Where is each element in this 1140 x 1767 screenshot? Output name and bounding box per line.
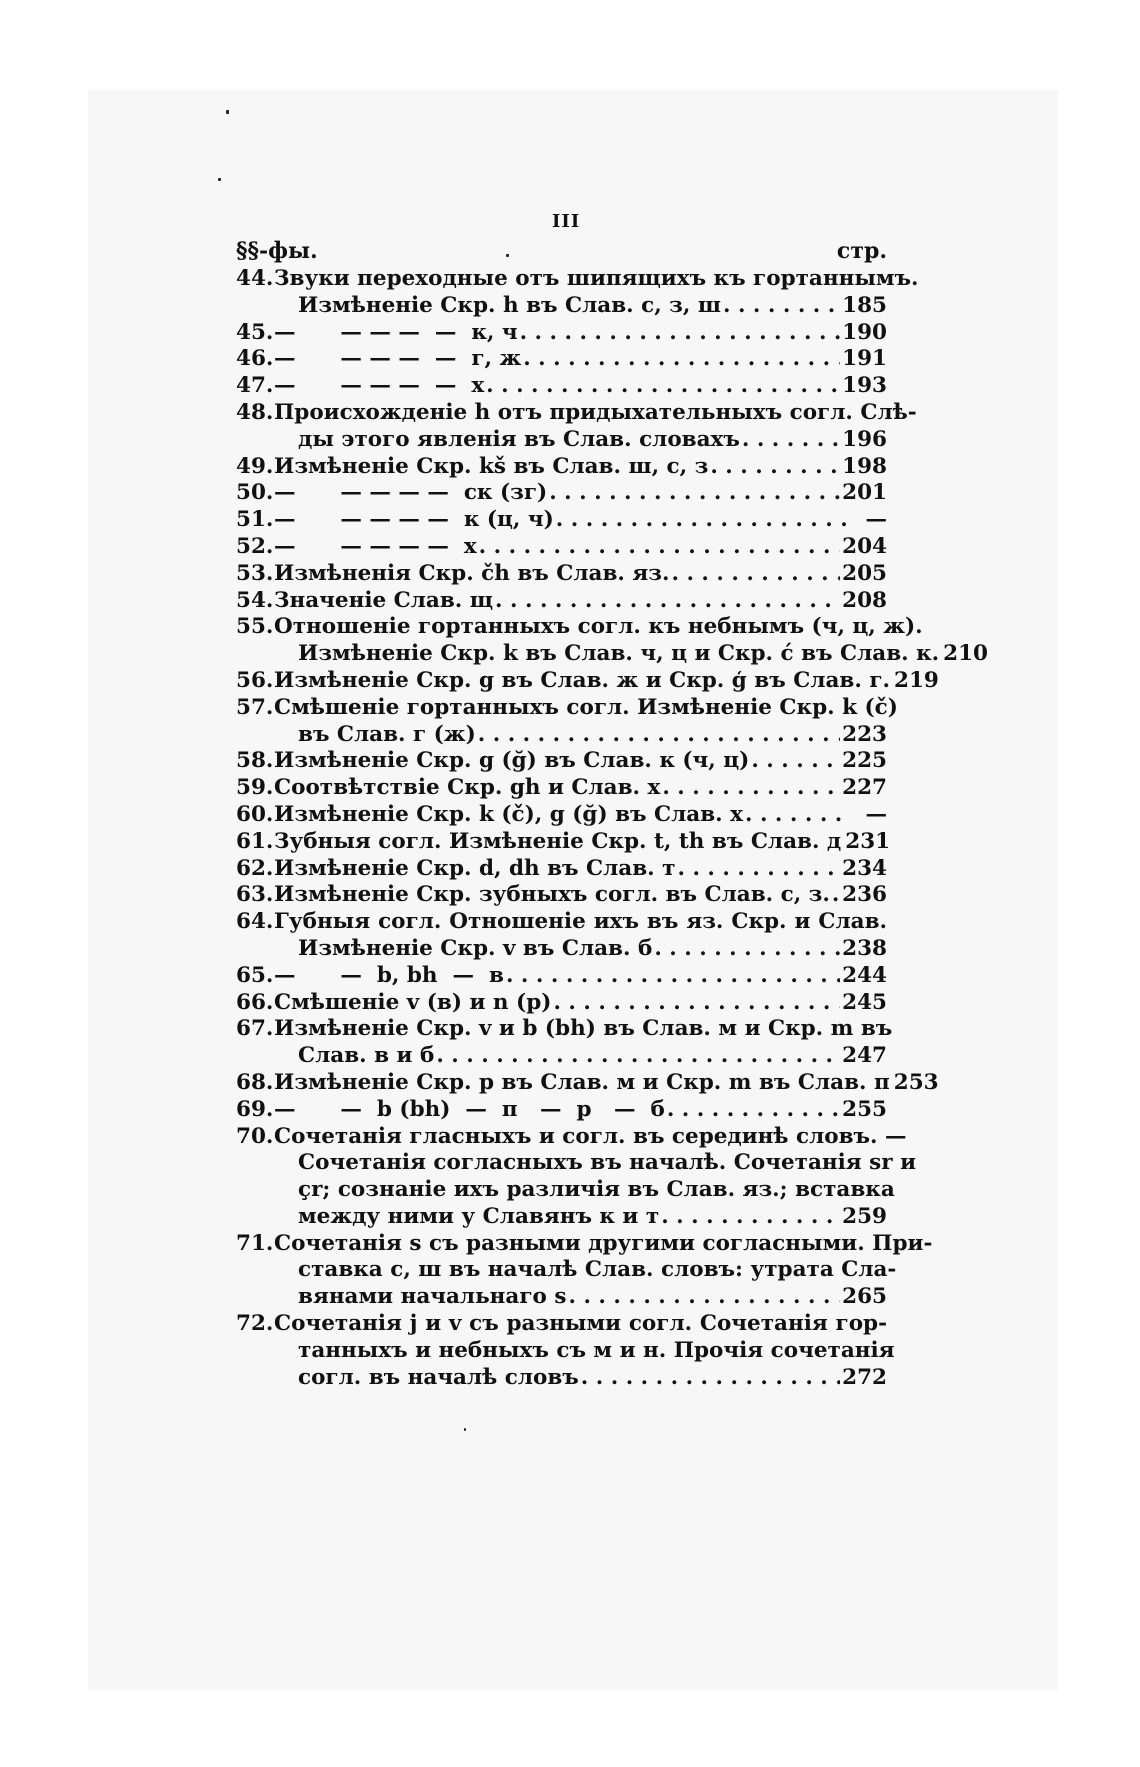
toc-entry-lines [274, 346, 887, 373]
toc-entry-number: 69. [236, 1096, 274, 1122]
toc-entry [236, 1230, 933, 1311]
toc-entry [236, 694, 898, 749]
toc-entry [236, 748, 887, 775]
toc-entry-line [274, 936, 887, 963]
toc-entry-title: Смѣшеніе v (в) и n (р) [274, 989, 552, 1015]
toc-entry-lines [274, 990, 887, 1017]
toc-entry-line [274, 1069, 939, 1097]
dot-leader [581, 1365, 840, 1392]
toc-entry-title: Измѣненіе Скр. v и b (bh) въ Слав. м и Скр. m въ [274, 1016, 893, 1042]
toc-entry [236, 963, 887, 990]
toc-entry-title: Измѣненіе Скр. p въ Слав. м и Скр. m въ Слав. п [274, 1069, 890, 1095]
toc-entry-title: Зубныя согл. Измѣненіе Скр. t, th въ Слав. д [274, 828, 842, 854]
toc-entry-title: Отношеніе гортанныхъ согл. къ небнымъ (ч, ц, ж). [274, 614, 923, 640]
toc-page-number: 204 [842, 533, 887, 559]
toc-entry-line [274, 346, 887, 373]
toc-entry-lines [274, 1016, 893, 1070]
toc-page-number: — [865, 801, 887, 827]
dot-leader [549, 480, 840, 507]
toc-entry-number: 63. [236, 882, 274, 908]
toc-page-number: 247 [842, 1043, 887, 1069]
dot-leader [677, 856, 840, 883]
toc-entry-lines [274, 561, 887, 588]
toc-entry-number: 62. [236, 855, 274, 881]
toc-entry-lines [274, 856, 887, 883]
toc-entry-number: 45. [236, 319, 274, 345]
dot-leader [568, 1284, 840, 1311]
toc-entry-lines [274, 373, 887, 400]
toc-entry-number: 44. [236, 266, 274, 291]
toc-entry-title: — — — — — г, ж [274, 346, 522, 372]
toc-entry-title: Измѣненіе Скр. h въ Слав. с, з, ш [298, 292, 721, 318]
dot-leader [745, 802, 847, 829]
toc-entry-title: въ Слав. г (ж) [298, 721, 476, 747]
toc-entry-number: 50. [236, 480, 274, 506]
toc-entry-line [274, 1311, 887, 1338]
toc-entry [236, 507, 887, 534]
toc-page-number: 185 [842, 292, 887, 318]
toc-entry-title: Сочетанія гласныхъ и согл. въ серединѣ словъ. — [274, 1123, 907, 1149]
toc-entry-line [274, 399, 917, 427]
dot-leader [751, 748, 840, 775]
toc-entry-lines [274, 588, 887, 615]
toc-entry-title: вянами начальнаго s [298, 1284, 567, 1310]
toc-page-number: 265 [842, 1284, 887, 1310]
dot-leader [710, 454, 840, 481]
toc-entry [236, 454, 887, 481]
toc-entry [236, 561, 887, 588]
toc-entry [236, 909, 887, 963]
toc-entry-number: 59. [236, 775, 274, 801]
toc-entry [236, 1069, 939, 1097]
toc-entry-line [274, 1284, 887, 1311]
scan-speck [226, 110, 229, 114]
toc-entry-title: Соотвѣтствіе Скр. gh и Слав. х [274, 775, 661, 801]
toc-page-number: 244 [842, 962, 887, 988]
dot-leader [520, 320, 841, 347]
toc-entry-number: 67. [236, 1016, 274, 1042]
toc-page-number: 253 [893, 1069, 939, 1095]
toc-entry [236, 828, 891, 856]
toc-entry-line [274, 641, 989, 668]
toc-entry-line [274, 1230, 933, 1258]
dot-leader [832, 882, 840, 909]
toc-entry-lines [274, 1123, 917, 1231]
page-column-heading: стр. [836, 238, 887, 264]
toc-entry-title: Измѣненіе Скр. v въ Слав. б [298, 935, 653, 961]
toc-entry-title: — — — — — к (ц, ч) [274, 507, 554, 533]
toc-header [236, 238, 887, 268]
page-roman-numeral: III [552, 211, 581, 232]
toc-entry-line [274, 1204, 887, 1231]
toc-entry-line [274, 802, 887, 829]
toc-page-number: 196 [842, 426, 887, 452]
toc-entry-title: çr; сознаніе ихъ различія въ Слав. яз.; вставка [298, 1177, 895, 1203]
toc-entry-title: — — — — — ск (зг) [274, 480, 548, 506]
toc-entry-title: Происхожденіе h отъ придыхательныхъ согл. Слѣ- [274, 399, 917, 425]
toc-entry-title: Смѣшеніе гортанныхъ согл. Измѣненіе Скр. k (č) [274, 694, 898, 720]
toc-entry [236, 1016, 893, 1070]
toc-entry-line [274, 1097, 887, 1124]
toc-entry-lines [274, 775, 887, 802]
toc-entry-title: ды этого явленія въ Слав. словахъ [298, 426, 740, 452]
toc-entry [236, 1123, 917, 1231]
dot-leader [506, 963, 840, 990]
toc-entry-lines [274, 534, 887, 561]
toc-entry-line [274, 507, 887, 534]
toc-page-number: 219 [893, 667, 939, 693]
toc-entry [236, 320, 887, 347]
toc-entry [236, 1097, 887, 1124]
toc-entry [236, 614, 989, 668]
dot-leader [556, 507, 847, 534]
toc-page-number: 191 [842, 346, 887, 372]
toc-entry-line [274, 1043, 887, 1070]
toc-entry-lines [274, 882, 887, 909]
toc-entry-line [274, 1177, 895, 1204]
toc-entry [236, 588, 887, 615]
toc-entry-line [274, 614, 923, 641]
toc-entry [236, 775, 887, 802]
toc-entry-lines [274, 828, 891, 856]
toc-page-number: 190 [842, 319, 887, 345]
dot-leader [742, 427, 840, 454]
toc-page-number: 198 [842, 453, 887, 479]
dot-leader [661, 1204, 840, 1231]
dot-leader [723, 293, 840, 320]
toc-page-number: — [865, 507, 887, 533]
toc-entry-title: Значеніе Слав. щ [274, 587, 494, 613]
toc-entry-number: 57. [236, 694, 274, 720]
dot-leader [495, 588, 840, 615]
toc-entry-number: 54. [236, 587, 274, 613]
toc-entry-number: 72. [236, 1311, 274, 1337]
dot-leader [436, 1043, 840, 1070]
toc-entry-number: 53. [236, 560, 274, 586]
toc-entry-number: 51. [236, 507, 274, 533]
toc-entry [236, 802, 887, 829]
toc-entry-title: — — — — — к, ч [274, 319, 518, 345]
toc-entry-line [274, 480, 887, 507]
toc-entry [236, 882, 887, 909]
dot-leader [478, 722, 840, 749]
toc-entry-lines [274, 1069, 939, 1097]
toc-entry-title: Сочетанія j и v съ разными согл. Сочетанія гор- [274, 1311, 887, 1337]
toc-entry-lines [274, 507, 887, 534]
toc-entry-line [274, 990, 887, 1017]
toc-entry-line [274, 1016, 893, 1043]
toc-entry-title: согл. въ началѣ словъ [298, 1364, 579, 1390]
toc-entry-line [274, 427, 887, 454]
toc-entry-number: 61. [236, 828, 274, 854]
toc-entry-line [274, 588, 887, 615]
toc-entry-number: 46. [236, 346, 274, 372]
dot-leader [553, 990, 840, 1017]
toc-entry-line [274, 1337, 895, 1365]
toc-entry-number: 55. [236, 614, 274, 640]
toc-entry-title: танныхъ и небныхъ съ м и н. Прочія сочетанія [298, 1337, 895, 1363]
toc-page-number: 234 [842, 855, 887, 881]
toc-page-number: 245 [842, 989, 887, 1015]
toc-entry-title: между ними у Славянъ к и т [298, 1203, 660, 1229]
toc-entry [236, 480, 887, 507]
toc-entry-title: Измѣненіе Скр. k въ Слав. ч, ц и Скр. ć въ Слав. к. [298, 641, 940, 667]
toc-entry-number: 56. [236, 667, 274, 693]
toc-entry-lines [274, 667, 939, 695]
toc-page-number: 272 [842, 1364, 887, 1390]
toc-entry-title: Сочетанія s съ разными другими согласными. При- [274, 1230, 933, 1256]
toc-entry-lines [274, 963, 887, 990]
toc-entry [236, 667, 939, 695]
toc-entry-lines [274, 694, 898, 749]
toc-entry [236, 399, 917, 454]
toc-entry-line [274, 1150, 917, 1177]
toc-entry-number: 66. [236, 989, 274, 1015]
toc-entry-title: Сочетанія согласныхъ въ началѣ. Сочетанія sr и [298, 1150, 917, 1176]
toc-entry-line [274, 373, 887, 400]
toc-entry-title: Звуки переходные отъ шипящихъ къ гортаннымъ. [274, 266, 919, 291]
toc-entry-lines [274, 454, 887, 481]
toc-entry-line [274, 694, 898, 722]
toc-page-number: 225 [842, 748, 887, 774]
toc-entry-line [274, 856, 887, 883]
toc-entry-title: Измѣненіе Скр. g (ğ) въ Слав. к (ч, ц) [274, 748, 750, 774]
toc-entry-line [274, 748, 887, 775]
toc-entry-number: 70. [236, 1123, 274, 1149]
toc-entry-number: 71. [236, 1230, 274, 1256]
toc-entry-title: ставка с, ш въ началѣ Слав. словъ: утрата Сла- [298, 1257, 897, 1283]
toc-entry-title: Измѣненіе Скр. зубныхъ согл. въ Слав. с, з. [274, 882, 830, 908]
dot-leader [654, 936, 840, 963]
toc-page-number: 201 [842, 480, 887, 506]
toc-entry-title: Измѣненія Скр. čh въ Слав. яз. [274, 560, 670, 586]
toc-entry-title: — — — — — х [274, 373, 485, 399]
toc-entry-line [274, 1123, 907, 1151]
dot-leader [662, 775, 840, 802]
toc-entry-lines [274, 748, 887, 775]
toc-entry-line [274, 963, 887, 990]
dot-leader [523, 346, 840, 373]
toc-entry-lines [274, 1311, 895, 1391]
table-of-contents [236, 266, 989, 1391]
toc-entry-number: 65. [236, 962, 274, 988]
toc-entry-line [274, 828, 891, 856]
toc-entry [236, 1311, 895, 1391]
toc-entry-title: — — b (bh) — п — р — б [274, 1096, 665, 1122]
toc-entry-line [274, 882, 887, 909]
toc-entry-lines [274, 614, 989, 668]
toc-page-number: 259 [842, 1203, 887, 1229]
toc-entry [236, 534, 887, 561]
toc-entry-number: 60. [236, 801, 274, 827]
toc-page-number: 208 [842, 587, 887, 613]
toc-entry-number: 68. [236, 1069, 274, 1095]
toc-entry-line [274, 561, 887, 588]
toc-entry-line [274, 775, 887, 802]
toc-entry-line [274, 667, 939, 695]
toc-entry-line [274, 534, 887, 561]
toc-entry-title: — — b, bh — в [274, 962, 504, 988]
dot-leader [479, 534, 840, 561]
toc-entry-title: Измѣненіе Скр. k (č), g (ğ) въ Слав. х [274, 801, 743, 827]
toc-entry-line [274, 320, 887, 347]
toc-page-number: 236 [842, 882, 887, 908]
toc-entry-lines [274, 480, 887, 507]
toc-entry-number: 52. [236, 533, 274, 559]
scan-speck [218, 178, 221, 181]
toc-entry-title: Измѣненіе Скр. d, dh въ Слав. т [274, 855, 676, 881]
toc-entry-title: Измѣненіе Скр. g въ Слав. ж и Скр. ģ въ Слав. г. [274, 667, 890, 693]
toc-entry-line [274, 293, 887, 320]
toc-entry [236, 856, 887, 883]
section-column-heading: §§-фы. [236, 238, 318, 264]
dot-leader [486, 373, 840, 400]
toc-entry-line [274, 266, 919, 293]
toc-entry-lines [274, 802, 887, 829]
toc-entry-title: — — — — — х [274, 533, 477, 559]
toc-entry-line [274, 454, 887, 481]
toc-entry [236, 346, 887, 373]
dot-leader [671, 561, 840, 588]
toc-entry-number: 64. [236, 909, 274, 935]
toc-entry-title: Слав. в и б [298, 1043, 435, 1069]
dot-leader [667, 1097, 840, 1124]
toc-entry-title: Измѣненіе Скр. kš въ Слав. ш, с, з [274, 453, 709, 479]
toc-entry-number: 47. [236, 373, 274, 399]
toc-page-number: 210 [943, 641, 989, 667]
toc-entry-lines [274, 909, 887, 963]
toc-entry-number: 58. [236, 748, 274, 774]
toc-entry-number: 48. [236, 399, 274, 425]
toc-entry-lines [274, 399, 917, 454]
toc-entry-line [274, 722, 887, 749]
toc-page-number: 255 [842, 1096, 887, 1122]
toc-entry-title: Губныя согл. Отношеніе ихъ въ яз. Скр. и Слав. [274, 909, 887, 935]
toc-entry-line [274, 1257, 897, 1284]
toc-page-number: 227 [842, 775, 887, 801]
toc-entry [236, 266, 919, 320]
toc-entry-lines [274, 266, 919, 320]
toc-page-number: 231 [845, 828, 891, 854]
toc-entry-lines [274, 1097, 887, 1124]
toc-page-number: 223 [842, 721, 887, 747]
toc-entry-line [274, 1365, 887, 1392]
toc-entry-lines [274, 1230, 933, 1311]
toc-entry [236, 990, 887, 1017]
scan-speck [464, 1428, 466, 1431]
toc-entry-number: 49. [236, 453, 274, 479]
toc-entry-lines [274, 320, 887, 347]
toc-page-number: 193 [842, 373, 887, 399]
toc-entry [236, 373, 887, 400]
toc-page-number: 238 [842, 935, 887, 961]
toc-page-number: 205 [842, 560, 887, 586]
toc-entry-line [274, 909, 887, 936]
